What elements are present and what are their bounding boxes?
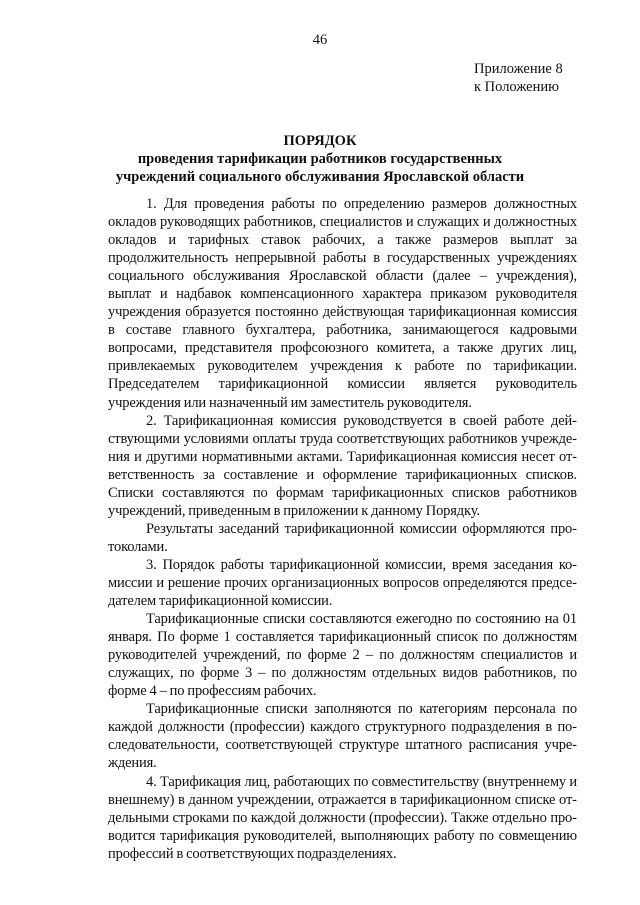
paragraph-5: Тарификационные списки составляются ежегодно по состоянию на 01 января. По форме 1 составляется тарификационный список по должностям руководителей учреждений, по форме 2 – по должностям специалистов и служащих, по форме 3 – по должностям отдельных видов работников, по форме 4 – по профессиям рабочих. (108, 611, 577, 700)
appendix-reference (474, 60, 563, 96)
paragraph-1: 1. Для проведения работы по определению размеров должностных окладов руководящих работников, специалистов и служащих и должностных окладов и тарифных ставок рабочих, а также размеров выплат за продолжительность непрерывной работы в государственных учреждениях социального обслуживания Ярославской области (далее – учреждения), выплат и надбавок компенсационного характера приказом руководителя учреждения образуется постоянно действующая тарификационная комиссия в составе главного бухгалтера, работника, занимающегося кадровыми вопросами, представителя профсоюзного комитета, а также других лиц, привлекаемых руководителем учреждения к работе по тарификации. Председателем тарификационной комиссии является руководитель учреждения или назначенный им заместитель руководителя. (108, 196, 577, 411)
paragraph-4: 3. Порядок работы тарификационной комиссии, время заседания комиссии и решение прочих организационных вопросов определяются председателем тарификационной комиссии. (108, 556, 577, 610)
paragraph-6: Тарификационные списки заполняются по категориям персонала по каждой должности (профессии) каждого структурного подразделения в последовательности, соответствующей структуре штатного расписания учреждения. (108, 701, 577, 772)
paragraph-3: Результаты заседаний тарификационной комиссии оформляются протоколами. (108, 520, 577, 555)
page-number: 46 (312, 32, 328, 48)
title-main: ПОРЯДОК (283, 133, 357, 149)
document-title (60, 132, 580, 186)
paragraph-2: 2. Тарификационная комиссия руководствуется в своей работе действующими условиями оплаты труда соответствующих работников учреждения и другими нормативными актами. Тарификационная комиссия несет ответственность за составление и оформление тарификационных списков. Списки составляются по формам тарификационных списков работников учреждений, приведенным в приложении к данному Порядку. (108, 412, 577, 519)
paragraph-7: 4. Тарификация лиц, работающих по совместительству (внутреннему и внешнему) в данном учреждении, отражается в тарификационном списке отдельными строками по каждой должности (профессии). Также отдельно проводится тарификация руководителей, выполняющих работу по совмещению профессий в соответствующих подразделениях. (108, 773, 577, 862)
appendix-line-2: к Положению (474, 79, 559, 95)
appendix-line-1: Приложение 8 (474, 61, 563, 77)
document-body (108, 195, 577, 863)
title-subtitle-line-1: проведения тарификации работников государственных (137, 151, 503, 167)
title-subtitle-line-2: учреждений социального обслуживания Ярославской области (115, 169, 525, 185)
